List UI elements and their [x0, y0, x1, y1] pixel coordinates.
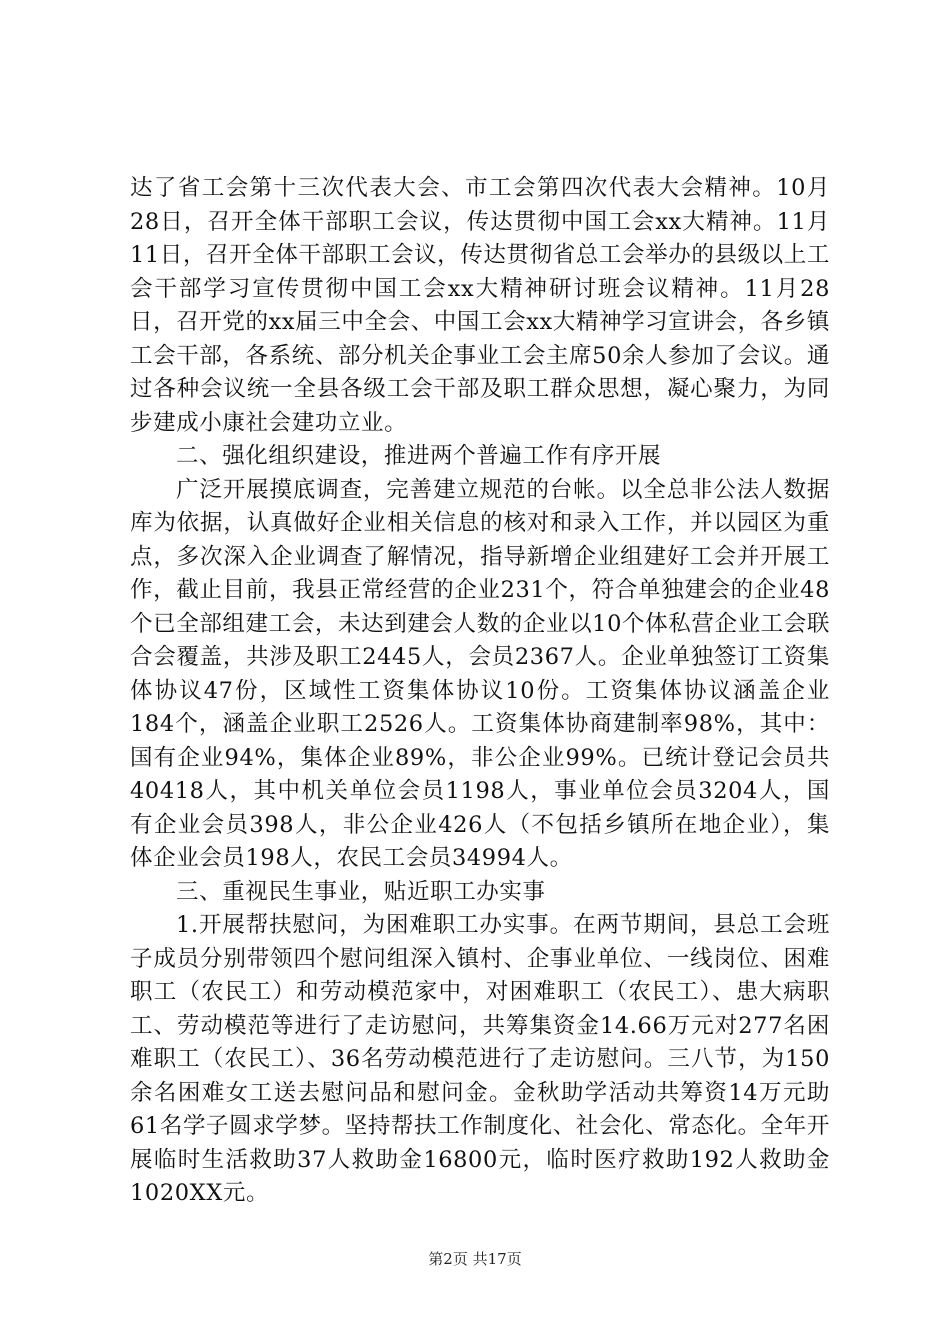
- document-body: [130, 172, 830, 1211]
- page-number-footer: 第2页 共17页: [428, 1250, 522, 1268]
- section-heading-organization: 二、强化组织建设，推进两个普遍工作有序开展: [176, 443, 662, 469]
- paragraph-assistance: 1.开展帮扶慰问，为困难职工办实事。在两节期间，县总工会班子成员分别带领四个慰问组深入镇村、企事业单位、一线岗位、困难职工（农民工）和劳动模范家中，对困难职工（农民工）、患大病职工、劳动模范等进行了走访慰问，共筹集资金14.66万元对277名困难职工（农民工）、36名劳动模范进行了走访慰问。三八节，为150余名困难女工送去慰问品和慰问金。金秋助学活动共筹资14万元助61名学子圆求学梦。坚持帮扶工作制度化、社会化、常态化。全年开展临时生活救助37人救助金16800元，临时医疗救助192人救助金1020XX元。: [130, 912, 830, 1206]
- section-heading-livelihood: 三、重视民生事业，贴近职工办实事: [176, 878, 546, 905]
- paragraph-organization: 广泛开展摸底调查，完善建立规范的台帐。以全总非公法人数据库为依据，认真做好企业相关信息的核对和录入工作，并以园区为重点，多次深入企业调查了解情况，指导新增企业组建好工会并开展工作，截止目前，我县正常经营的企业231个，符合单独建会的企业48个已全部组建工会，未达到建会人数的企业以10个体私营企业工会联合会覆盖，共涉及职工2445人，会员2367人。企业单独签订工资集体协议47份，区域性工资集体协议10份。工资集体协议涵盖企业184个，涵盖企业职工2526人。工资集体协商建制率98%，其中：国有企业94%，集体企业89%，非公企业99%。已统计登记会员共40418人，其中机关单位会员1198人，事业单位会员3204人，国有企业会员398人，非公企业426人（不包括乡镇所在地企业），集体企业会员198人，农民工会员34994人。: [130, 476, 830, 871]
- paragraph-meetings: 达了省工会第十三次代表大会、市工会第四次代表大会精神。10月28日，召开全体干部职工会议，传达贯彻中国工会xx大精神。11月11日，召开全体干部职工会议，传达贯彻省总工会举办的县级以上工会干部学习宣传贯彻中国工会xx大精神研讨班会议精神。11月28日，召开党的xx届三中全会、中国工会xx大精神学习宣讲会，各乡镇工会干部，各系统、部分机关企事业工会主席50余人参加了会议。通过各种会议统一全县各级工会干部及职工群众思想，凝心聚力，为同步建成小康社会建功立业。: [130, 175, 830, 436]
